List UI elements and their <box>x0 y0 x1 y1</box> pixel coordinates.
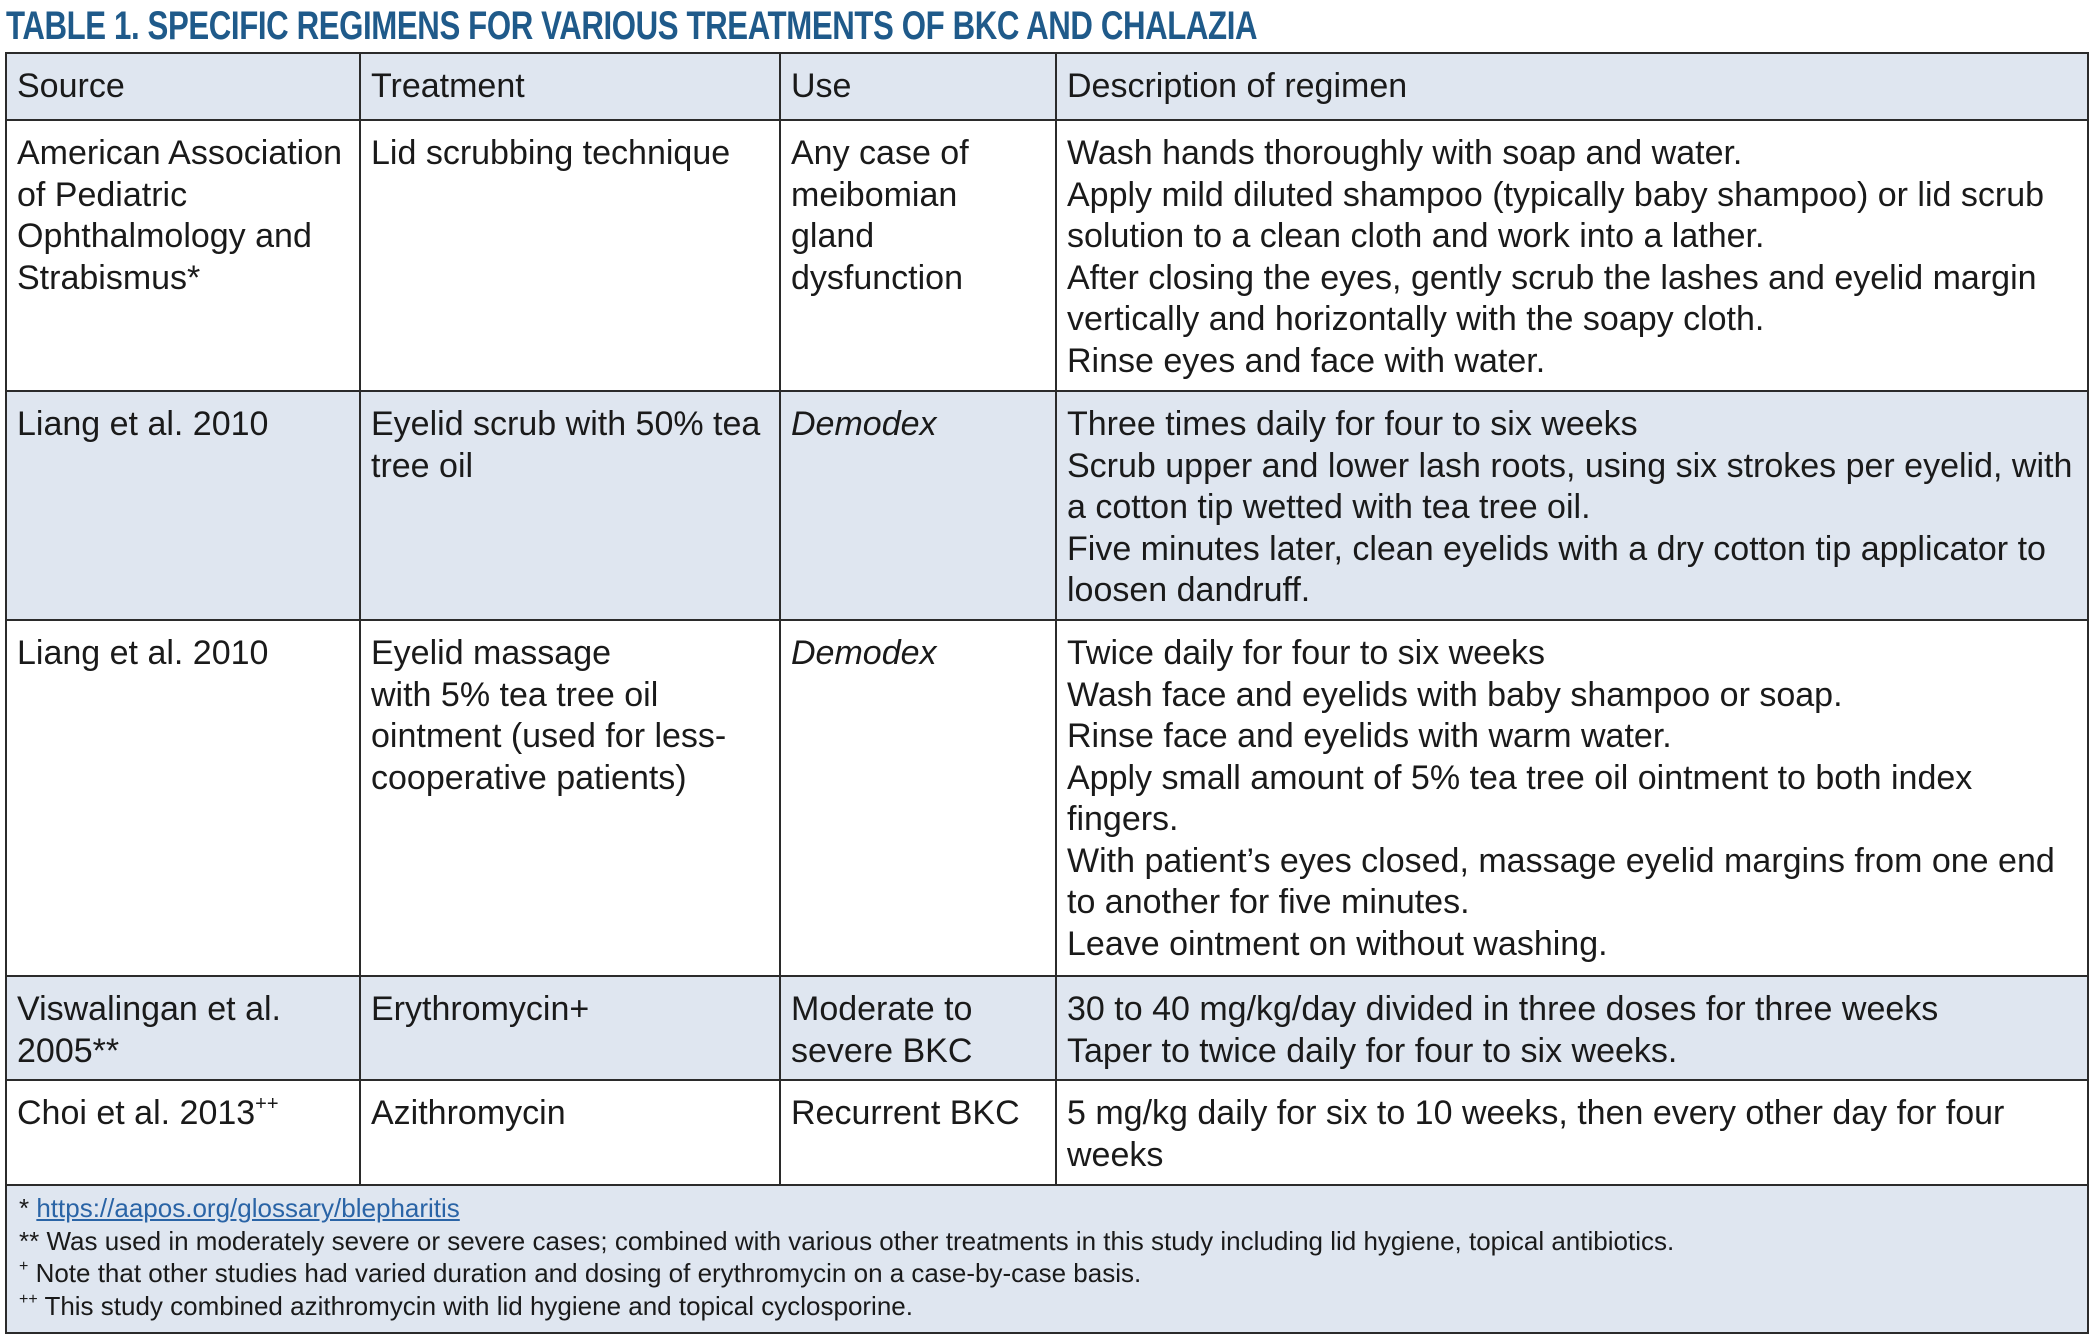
description-line: Rinse face and eyelids with warm water. <box>1067 717 1672 755</box>
footnote-4 <box>19 1290 2075 1323</box>
table-row <box>7 620 2087 976</box>
header-row <box>7 54 2087 120</box>
cell-use: Moderate to severe BKC <box>780 976 1056 1080</box>
description-line: Wash face and eyelids with baby shampoo or soap. <box>1067 675 1843 714</box>
regimens-table <box>5 52 2089 1334</box>
description-line: Wash hands thoroughly with soap and water. <box>1067 134 1743 172</box>
footnote-3-text: Note that other studies had varied duration and dosing of erythromycin on a case-by-case basis. <box>28 1258 1142 1288</box>
footnote-4-mark: ++ <box>19 1290 38 1308</box>
footnote-1 <box>19 1192 2075 1225</box>
description-line: With patient’s eyes closed, massage eyelid margins from one end to another for five minutes. <box>1067 841 2055 921</box>
cell-treatment: Erythromycin+ <box>360 976 780 1080</box>
header-treatment: Treatment <box>360 54 780 120</box>
cell-treatment: Lid scrubbing technique <box>360 120 780 391</box>
cell-treatment <box>360 620 780 976</box>
cell-source: Viswalingan et al. 2005** <box>7 976 360 1080</box>
header-use: Use <box>780 54 1056 120</box>
footnotes <box>7 1186 2087 1332</box>
table-row <box>7 976 2087 1080</box>
cell-source: Liang et al. 2010 <box>7 620 360 976</box>
footnote-3 <box>19 1257 2075 1290</box>
cell-use: Recurrent BKC <box>780 1080 1056 1185</box>
cell-description <box>1056 620 2087 976</box>
description-line: 30 to 40 mg/kg/day divided in three doses for three weeks <box>1067 990 1939 1028</box>
treatment-line: with 5% tea tree oil ointment (used for less-cooperative patients) <box>371 675 727 797</box>
treatment-line: Eyelid massage <box>371 634 612 672</box>
cell-treatment: Azithromycin <box>360 1080 780 1185</box>
description-line: Five minutes later, clean eyelids with a dry cotton tip applicator to loosen dandruff. <box>1067 529 2046 609</box>
cell-use: Any case of meibomian gland dysfunction <box>780 120 1056 391</box>
description-line: Three times daily for four to six weeks <box>1067 405 1638 443</box>
description-line: Apply small amount of 5% tea tree oil ointment to both index fingers. <box>1067 758 1973 838</box>
cell-use: Demodex <box>780 391 1056 620</box>
table-title: TABLE 1. SPECIFIC REGIMENS FOR VARIOUS TREATMENTS OF BKC AND CHALAZIA <box>6 4 1258 48</box>
cell-description <box>1056 1080 2087 1185</box>
cell-treatment: Eyelid scrub with 50% tea tree oil <box>360 391 780 620</box>
description-line: Twice daily for four to six weeks <box>1067 634 1546 672</box>
table-grid <box>7 54 2087 1186</box>
header-source: Source <box>7 54 360 120</box>
description-line: 5 mg/kg daily for six to 10 weeks, then every other day for four weeks <box>1067 1094 2005 1174</box>
description-line: Rinse eyes and face with water. <box>1067 341 1546 380</box>
cell-use: Demodex <box>780 620 1056 976</box>
footnote-4-text: This study combined azithromycin with lid hygiene and topical cyclosporine. <box>37 1290 913 1321</box>
footnote-mark: ++ <box>255 1093 279 1115</box>
cell-source <box>7 1080 360 1185</box>
table-row <box>7 120 2087 391</box>
description-line: After closing the eyes, gently scrub the lashes and eyelid margin vertically and horizontally with the soapy cloth. <box>1067 258 2037 338</box>
footnote-2: ** Was used in moderately severe or severe cases; combined with various other treatments in this study including lid hygiene, topical antibiotics. <box>19 1225 1675 1256</box>
table-row <box>7 1080 2087 1185</box>
description-line: Leave ointment on without washing. <box>1067 924 1608 963</box>
description-line: Scrub upper and lower lash roots, using six strokes per eyelid, with a cotton tip wetted with tea tree oil. <box>1067 446 2073 526</box>
cell-description <box>1056 120 2087 391</box>
cell-description <box>1056 976 2087 1080</box>
footnote-1-prefix: * <box>19 1193 37 1223</box>
aapos-link[interactable]: https://aapos.org/glossary/blepharitis <box>36 1193 460 1223</box>
cell-source: Liang et al. 2010 <box>7 391 360 620</box>
cell-description <box>1056 391 2087 620</box>
description-line: Apply mild diluted shampoo (typically baby shampoo) or lid scrub solution to a clean cloth and work into a lather. <box>1067 175 2045 255</box>
header-description: Description of regimen <box>1056 54 2087 120</box>
source-text: Choi et al. 2013 <box>17 1094 256 1132</box>
cell-source: American Association of Pediatric Ophthalmology and Strabismus* <box>7 120 360 391</box>
description-line: Taper to twice daily for four to six weeks. <box>1067 1031 1678 1070</box>
footnote-3-mark: + <box>19 1258 29 1275</box>
table-row <box>7 391 2087 620</box>
